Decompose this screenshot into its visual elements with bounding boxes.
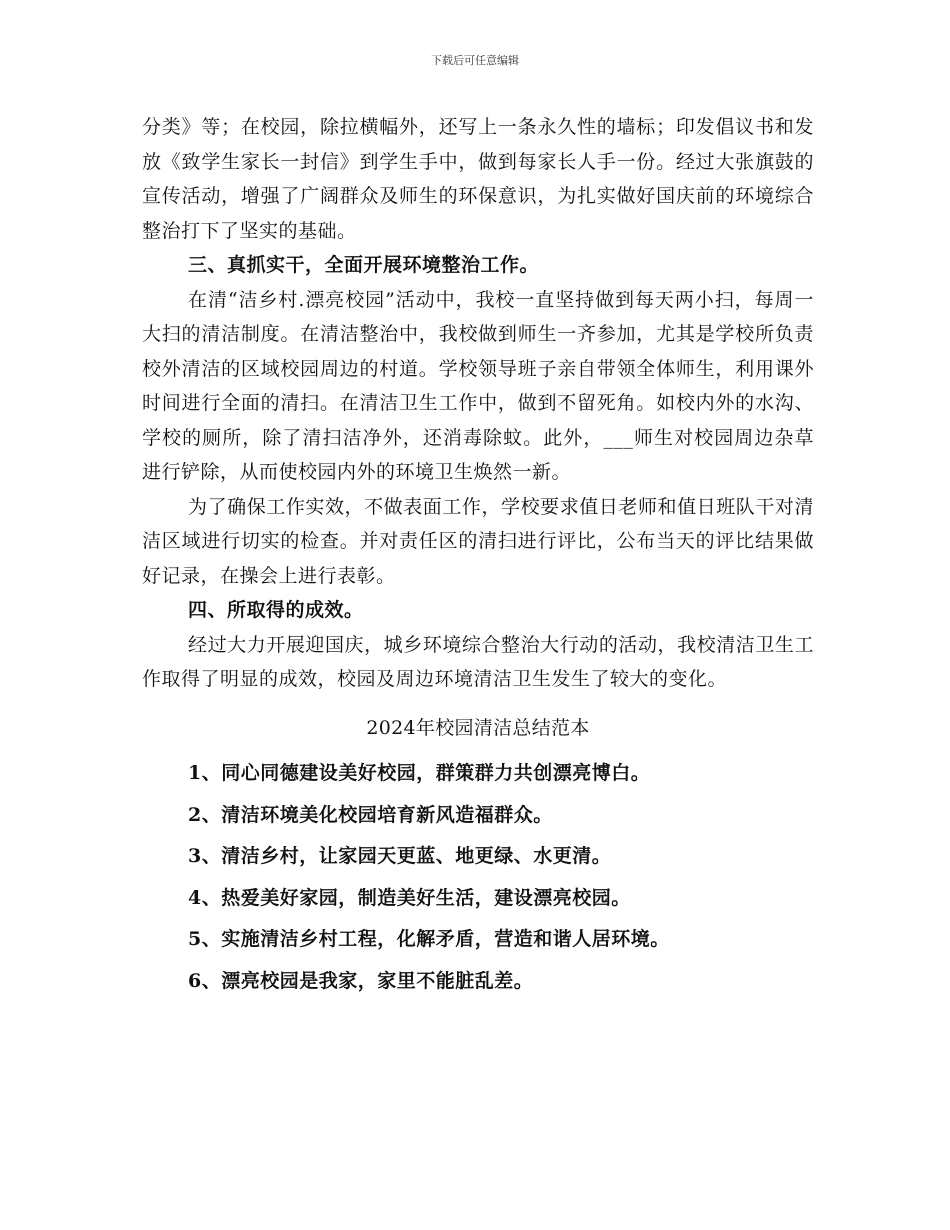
page-header: 下载后可任意编辑 [431,54,519,67]
slogan-item: 1、同心同德建设美好校园，群策群力共创漂亮博白。 [188,762,651,784]
section-heading-4: 四、所取得的成效。 [188,599,364,621]
document-title: 2024年校园清洁总结范本 [366,716,590,739]
paragraph-publicity: 分类》等；在校园，除拉横幅外，还写上一条永久性的墙标；印发倡议书和发放《致学生家长一封信》到学生手中，做到每家长人手一份。经过大张旗鼓的宣传活动，增强了广阔群众及师生的环保意识，为扎实做好国庆前的环境综合整治打下了坚实的基础。 [142,116,814,242]
paragraph-cleaning-work: 在清“洁乡村.漂亮校园”活动中，我校一直坚持做到每天两小扫，每周一大扫的清洁制度。在清洁整治中，我校做到师生一齐参加，尤其是学校所负责校外清洁的区域校园周边的村道。学校领导班子亲自带领全体师生，利用课外时间进行全面的清扫。在清洁卫生工作中，做到不留死角。如校内外的水沟、学校的厕所，除了清扫洁净外，还消毒除蚊。此外，___师生对校园周边杂草进行铲除，从而使校园内外的环境卫生焕然一新。 [142,288,814,483]
paragraph-results: 经过大力开展迎国庆，城乡环境综合整治大行动的活动，我校清洁卫生工作取得了明显的成效，校园及周边环境清洁卫生发生了较大的变化。 [142,633,814,690]
paragraph-inspection: 为了确保工作实效，不做表面工作，学校要求值日老师和值日班队干对清洁区域进行切实的检查。并对责任区的清扫进行评比，公布当天的评比结果做好记录，在操会上进行表彰。 [142,495,814,587]
section-heading-3: 三、真抓实干，全面开展环境整治工作。 [188,254,540,276]
slogan-list [142,753,814,1002]
slogan-item: 3、清洁乡村，让家园天更蓝、地更绿、水更清。 [188,845,612,867]
slogan-item: 4、热爱美好家园，制造美好生活，建设漂亮校园。 [188,886,631,909]
slogan-item: 6、漂亮校园是我家，家里不能脏乱差。 [188,969,534,992]
slogan-item: 2、清洁环境美化校园培育新风造福群众。 [188,803,553,826]
document-body [142,110,814,1002]
slogan-item: 5、实施清洁乡村工程，化解矛盾，营造和谐人居环境。 [188,928,670,950]
